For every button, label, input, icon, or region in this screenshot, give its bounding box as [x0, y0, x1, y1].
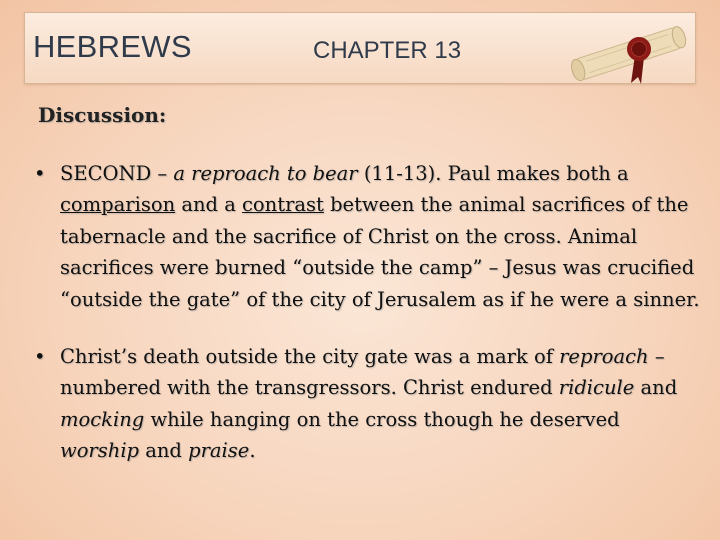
bullet-list — [34, 158, 704, 467]
bullet-marker: • — [34, 345, 46, 369]
bullet-marker: • — [34, 162, 46, 185]
bullet-text-segment: – numbered with the transgressors. Christ endured — [60, 345, 665, 400]
bullet-text-segment: (11-13). Paul makes both a — [357, 162, 629, 185]
bullet-text-segment: ridicule — [558, 376, 635, 400]
bullet-text-segment: . — [249, 439, 256, 463]
discussion-heading: Discussion: — [38, 103, 167, 127]
bullet-text-segment: mocking — [60, 407, 145, 431]
bullet-text-segment: and — [139, 439, 189, 463]
bullet-text-segment: and — [634, 376, 678, 400]
bullet-text-segment: praise — [188, 439, 250, 463]
page-title: HEBREWS — [33, 29, 192, 64]
bullet-text-segment: reproach — [559, 345, 649, 369]
bullet-item-reproach-to-bear — [34, 158, 704, 315]
bullet-text-segment: while hanging on the cross though he deserved — [144, 407, 620, 431]
bullet-text-segment: Christ’s death outside the city gate was a mark of — [60, 345, 560, 369]
title-banner — [24, 12, 696, 84]
chapter-label: CHAPTER 13 — [313, 37, 462, 64]
scroll-with-wax-seal-icon — [561, 17, 693, 87]
bullet-text-segment: between the animal sacrifices of the tabernacle and the sacrifice of Christ on the cross. Animal sacrifices were burned “outside the camp” – Jesus was crucified “outside the gate” of the city of Jerusalem as if he were a sinner. — [60, 193, 700, 311]
bullet-text-segment: comparison — [60, 193, 176, 217]
bullet-text-segment: and a — [175, 193, 243, 217]
bullet-text-segment: contrast — [242, 193, 324, 217]
bullet-item-christs-death — [34, 341, 704, 467]
bullet-text-segment: worship — [60, 439, 140, 463]
bullet-text-segment: SECOND – — [60, 162, 174, 185]
bullet-text-segment: a reproach to bear — [173, 162, 358, 185]
